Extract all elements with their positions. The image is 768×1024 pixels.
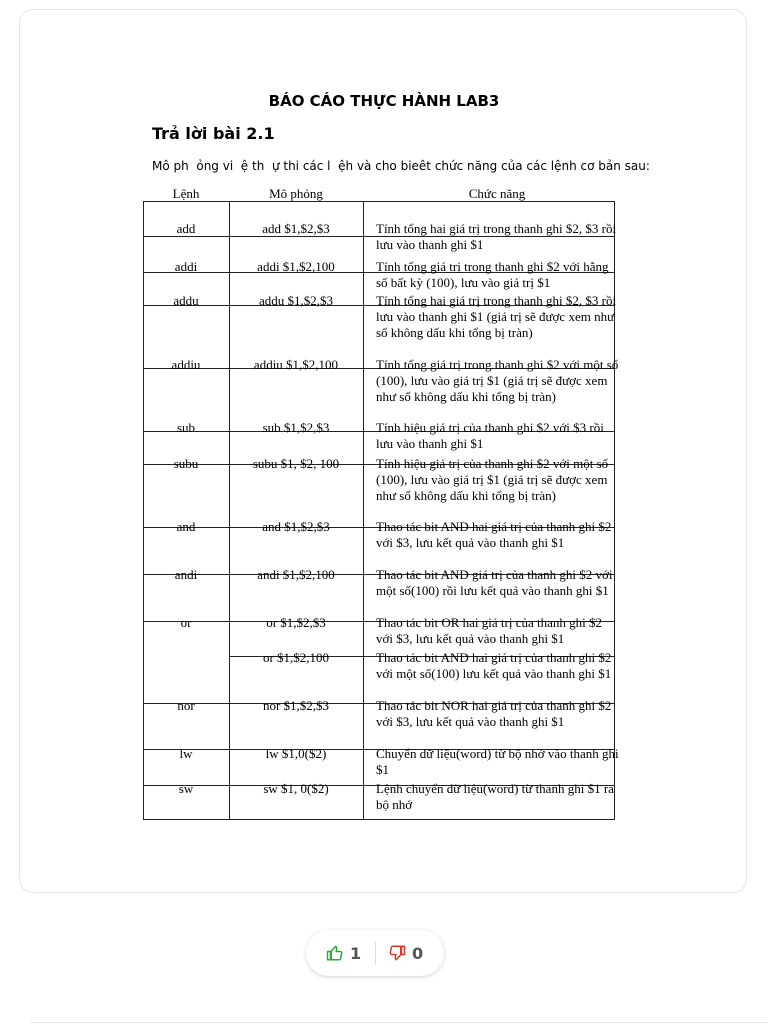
table-cell-simulation: sw $1, 0($2): [263, 781, 329, 796]
table-cell-function: Tính tổng hai giá trị trong thanh ghi $2, $3 rồi lưu vào thanh ghi $1 (giá trị sẽ được xem như số không dấu khi tổng bị tràn): [376, 293, 617, 340]
table-cell-simulation: lw $1,0($2): [265, 746, 327, 761]
table-cell-simulation: sub $1,$2,$3: [262, 420, 330, 435]
table-cell-instruction: lw: [179, 746, 193, 761]
table-border-bottom: [143, 819, 615, 820]
table-cell-simulation: addu $1,$2,$3: [258, 293, 334, 308]
downvote-button[interactable]: [376, 930, 423, 976]
table-header-simulation: Mô phỏng: [269, 186, 323, 201]
table-cell-instruction: sub: [176, 420, 196, 435]
thumbs-down-icon: [388, 944, 406, 962]
table-cell-instruction: addu: [173, 293, 199, 308]
thumbs-up-icon: [326, 944, 344, 962]
table-cell-simulation: nor $1,$2,$3: [262, 698, 330, 713]
upvote-button[interactable]: [306, 930, 375, 976]
table-cell-instruction: andi: [174, 567, 198, 582]
table-cell-function: Thao tác bit AND hai giá trị của thanh ghi $2 với một số(100) lưu kết quả vào thanh ghi $1: [376, 650, 612, 681]
table-cell-instruction: subu: [173, 456, 199, 471]
document-title: BÁO CÁO THỰC HÀNH LAB3: [268, 92, 500, 110]
table-cell-function: Thao tác bit NOR hai giá trị của thanh ghi $2 với $3, lưu kết quả vào thanh ghi $1: [376, 698, 612, 729]
table-cell-simulation: andi $1,$2,100: [257, 567, 335, 582]
document-intro: Mô ph ỏng vi ệ th ự thi các l ệh và cho bieêt chức năng của các lệnh cơ bản sau:: [152, 159, 650, 173]
table-cell-simulation: addi $1,$2,100: [257, 259, 335, 274]
table-cell-function: Tính hiệu giá trị của thanh ghi $2 với một số (100), lưu vào giá trị $1 (giá trị sẽ được xem như số không dấu khi tổng bị tràn): [376, 456, 609, 503]
table-cell-instruction: or: [180, 615, 192, 630]
table-cell-simulation: or $1,$2,100: [262, 650, 330, 665]
table-cell-instruction: addi: [174, 259, 198, 274]
table-cell-simulation: addiu $1,$2,100: [253, 357, 339, 372]
table-cell-function: Thao tác bit AND hai giá trị của thanh ghi $2 với $3, lưu kết quả vào thanh ghi $1: [376, 519, 612, 550]
table-header-function: Chức năng: [468, 186, 526, 201]
table-cell-simulation: add $1,$2,$3: [262, 221, 330, 236]
table-cell-instruction: add: [176, 221, 196, 236]
table-cell-function: Tính tổng hai giá trị trong thanh ghi $2, $3 rồi lưu vào thanh ghi $1: [376, 221, 617, 252]
table-cell-function: Chuyển dữ liệu(word) từ bộ nhớ vào thanh ghi $1: [376, 746, 619, 777]
table-header-instruction: Lệnh: [172, 186, 200, 201]
table-cell-simulation: subu $1, $2, 100: [252, 456, 340, 471]
table-cell-instruction: nor: [177, 698, 195, 713]
vote-bar: [306, 930, 444, 976]
table-cell-instruction: sw: [178, 781, 194, 796]
document-subtitle: Trả lời bài 2.1: [152, 124, 275, 143]
table-column-divider: [363, 201, 364, 819]
table-cell-function: Thao tác bit AND giá trị của thanh ghi $2 với một số(100) rồi lưu kết quả vào thanh ghi $1: [376, 567, 613, 598]
table-cell-simulation: or $1,$2,$3: [266, 615, 326, 630]
table-cell-function: Thao tác bit OR hai giá trị của thanh ghi $2 với $3, lưu kết quả vào thanh ghi $1: [376, 615, 602, 646]
table-cell-simulation: and $1,$2,$3: [262, 519, 330, 534]
table-cell-function: Tính tổng giá trị trong thanh ghi $2 với một số (100), lưu vào giá trị $1 (giá trị sẽ được xem như số không dấu khi tổng bị tràn): [376, 357, 619, 404]
table-cell-function: Tính hiệu giá trị của thanh ghi $2 với $3 rồi lưu vào thanh ghi $1: [376, 420, 604, 451]
upvote-count: 1: [350, 943, 362, 963]
table-cell-instruction: addiu: [171, 357, 201, 372]
table-cell-instruction: and: [176, 519, 196, 534]
table-cell-function: Lệnh chuyển dữ liệu(word) từ thanh ghi $1 ra bộ nhớ: [376, 781, 614, 812]
footer-divider: [30, 1022, 768, 1023]
table-border-top: [143, 201, 615, 202]
table-cell-function: Tính tổng giá trị trong thanh ghi $2 với hằng số bất kỳ (100), lưu vào giá trị $1: [376, 259, 609, 290]
downvote-count: 0: [412, 943, 424, 963]
